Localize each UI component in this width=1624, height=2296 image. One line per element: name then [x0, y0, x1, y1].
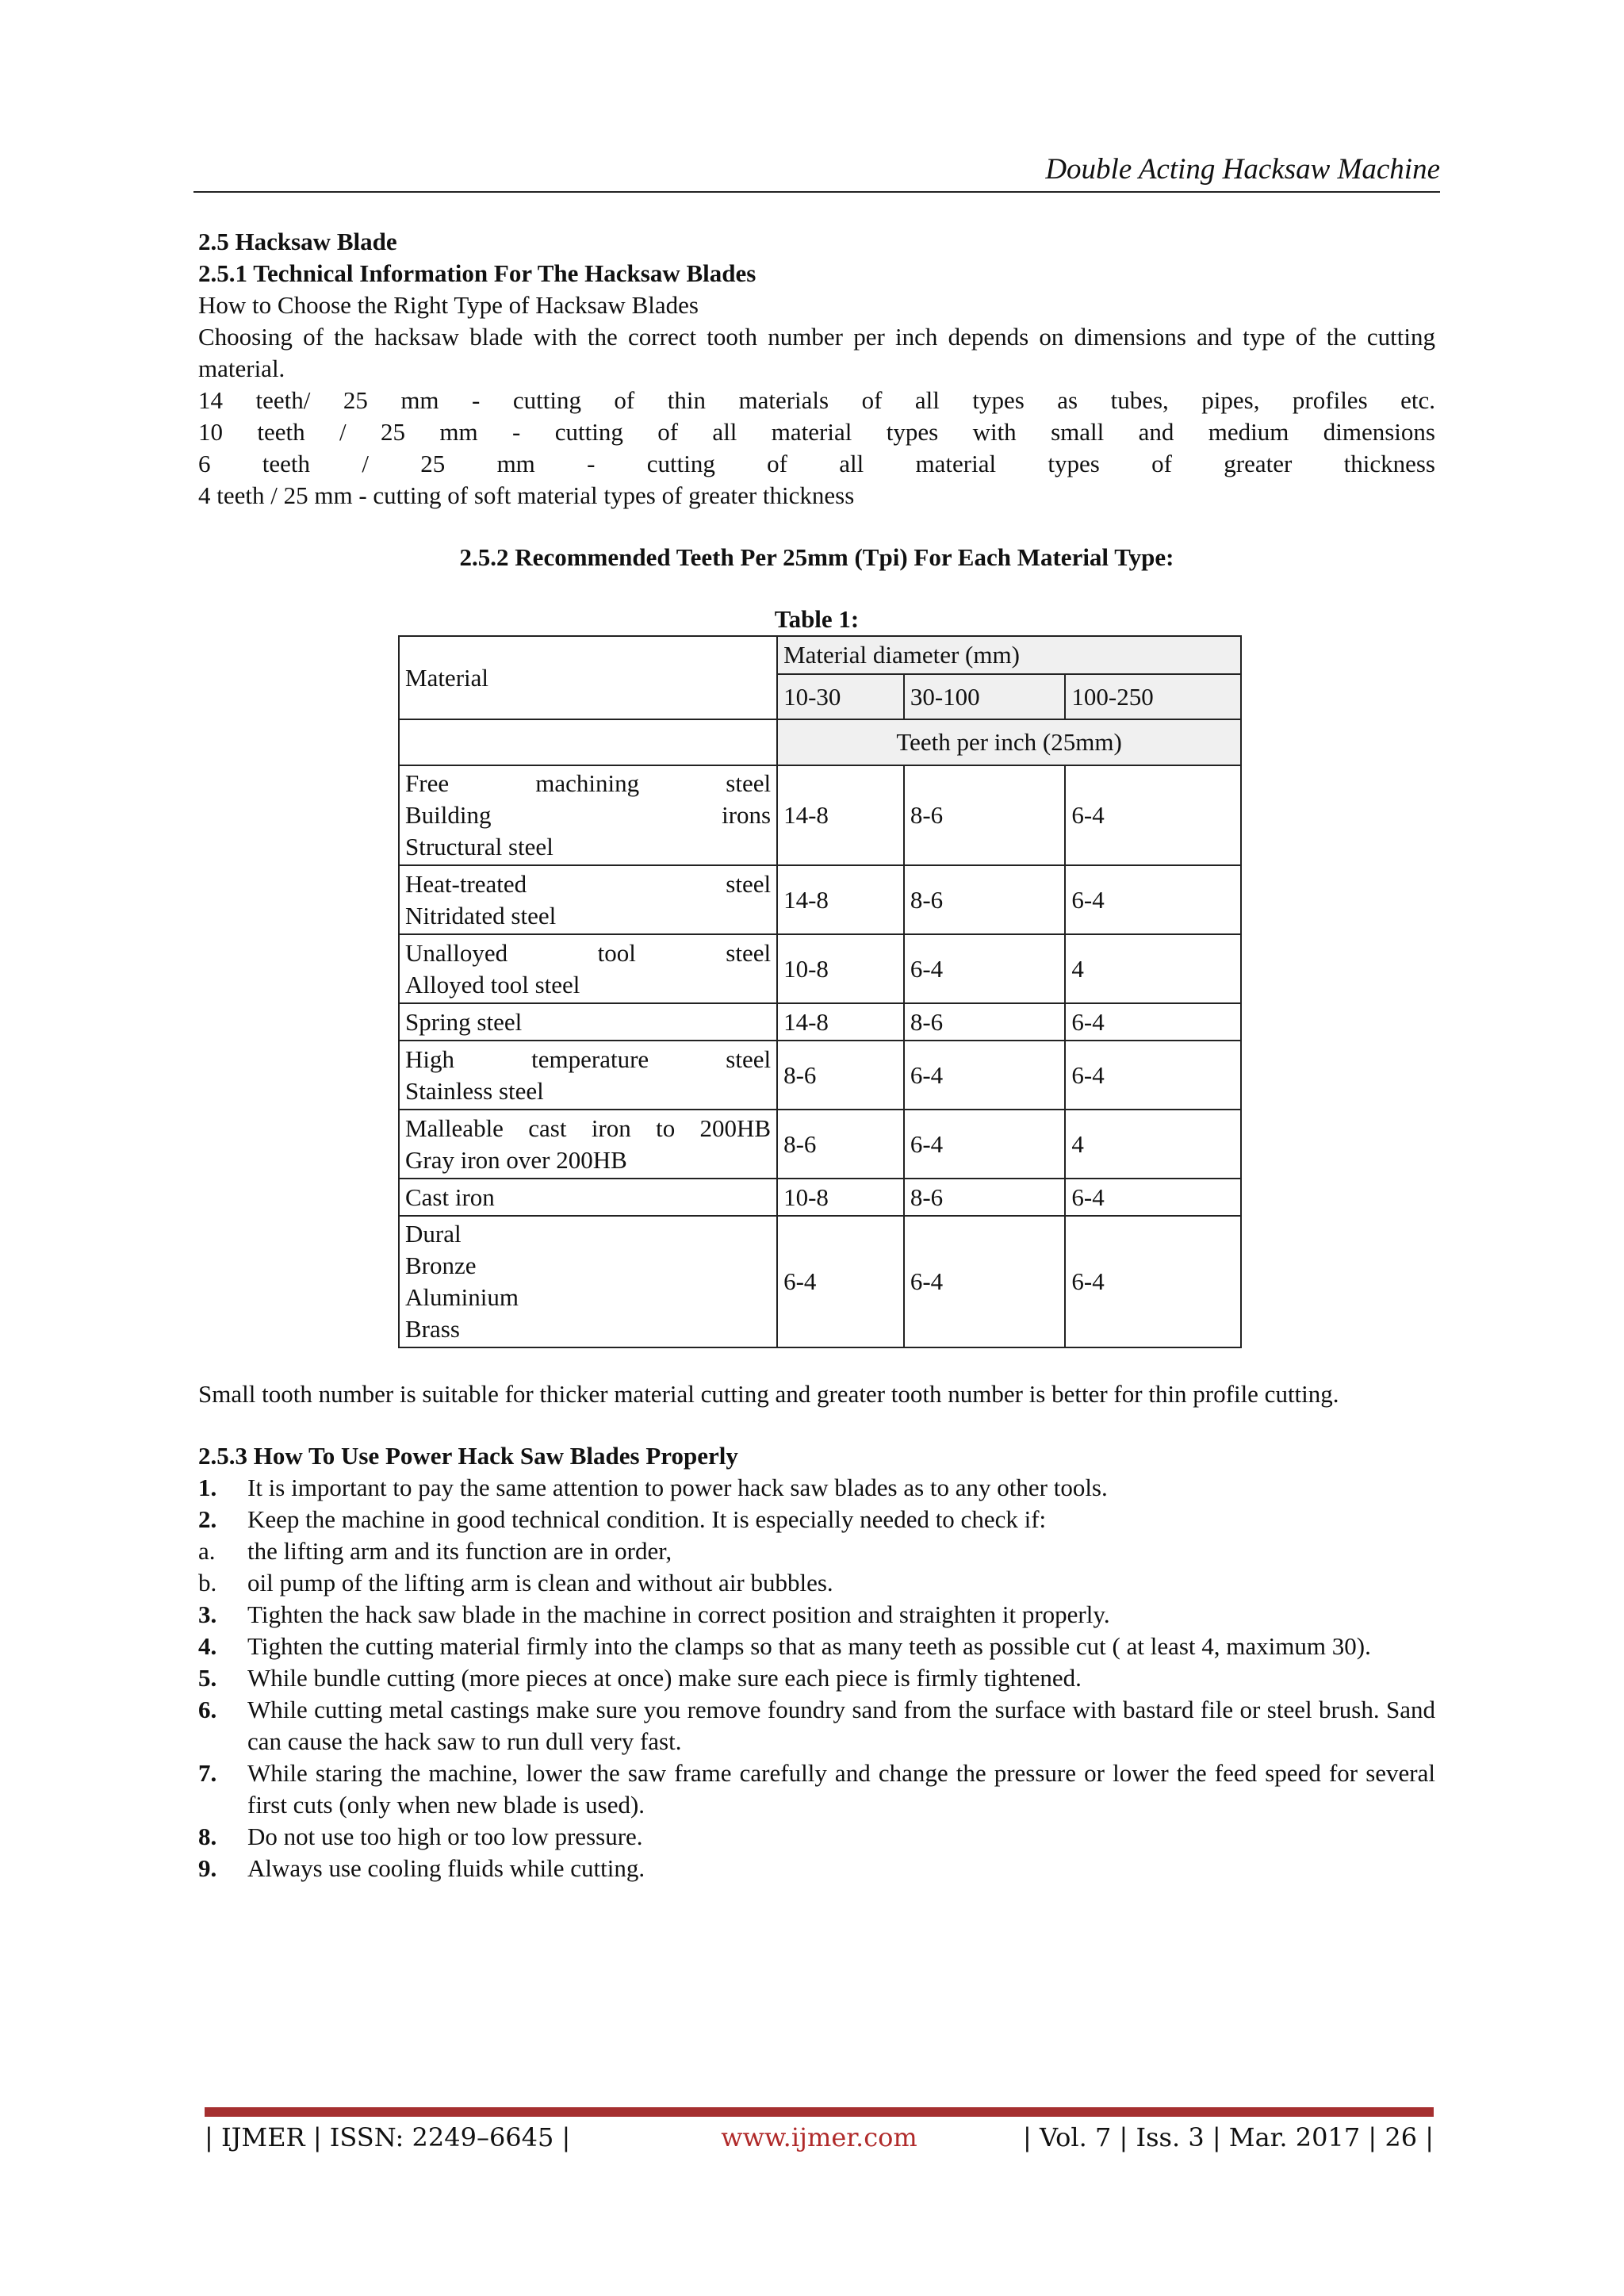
tpi-cell: 10-8 [777, 934, 904, 1003]
running-title: Double Acting Hacksaw Machine [1045, 153, 1440, 186]
list-item [198, 1757, 1435, 1821]
material-name: Gray iron over 200HB [405, 1145, 627, 1174]
table-row [399, 765, 1241, 865]
material-name: Stainless steel [405, 1076, 544, 1105]
subsection-heading-3: 2.5.3 How To Use Power Hack Saw Blades Properly [198, 1442, 738, 1470]
material-name: Alloyed tool steel [405, 970, 580, 999]
tpi-cell: 4 [1065, 1110, 1241, 1179]
tpi-cell: 8-6 [904, 1003, 1066, 1041]
page-footer [205, 2122, 1434, 2157]
list-item [198, 1599, 1435, 1631]
list-item [198, 1853, 1435, 1884]
tpi-cell: 6-4 [1065, 1003, 1241, 1041]
list-text: the lifting arm and its function are in order, [247, 1537, 672, 1565]
list-text: oil pump of the lifting arm is clean and without air bubbles. [247, 1569, 833, 1596]
tooth-line-4: 4 teeth / 25 mm - cutting of soft material types of greater thickness [198, 481, 855, 509]
subsection-paragraph: Choosing of the hacksaw blade with the correct tooth number per inch depends on dimensions and type of the cutting material. [198, 323, 1435, 382]
list-number: b. [198, 1569, 217, 1596]
material-name: Structural steel [405, 833, 553, 861]
list-number: 9. [198, 1854, 217, 1882]
list-number: 3. [198, 1600, 217, 1628]
tpi-cell: 6-4 [1065, 765, 1241, 865]
material-header: Material [399, 636, 777, 719]
material-cell [399, 1041, 777, 1110]
tpi-cell: 8-6 [777, 1041, 904, 1110]
list-item [198, 1662, 1435, 1694]
list-text: While cutting metal castings make sure you remove foundry sand from the surface with bastard file or steel brush. Sand can cause the hack saw to run dull very fast. [247, 1696, 1435, 1755]
footer-bar [205, 2107, 1434, 2117]
material-name: Dural [405, 1220, 462, 1248]
tpi-cell: 14-8 [777, 765, 904, 865]
list-text: It is important to pay the same attention to power hack saw blades as to any other tools. [247, 1474, 1108, 1501]
table-caption: Table 1: [774, 605, 860, 633]
material-cell [399, 1003, 777, 1041]
list-item [198, 1567, 1435, 1599]
footer-website-link[interactable]: www.ijmer.com [721, 2122, 917, 2152]
col-header-30-100: 30-100 [904, 674, 1066, 719]
list-number: 5. [198, 1664, 217, 1692]
list-number: 1. [198, 1474, 217, 1501]
section-heading: 2.5 Hacksaw Blade [198, 228, 397, 255]
tpi-cell: 6-4 [1065, 1179, 1241, 1216]
material-name: Heat-treated steel [405, 869, 772, 898]
footer-journal: | IJMER | ISSN: 2249–6645 | [205, 2122, 571, 2152]
material-name: Building irons [405, 801, 772, 829]
material-name: Aluminium [405, 1283, 519, 1311]
tpi-header: Teeth per inch (25mm) [777, 719, 1241, 765]
material-name: High temperature steel [405, 1045, 772, 1073]
material-name: Brass [405, 1315, 460, 1343]
table-row [399, 934, 1241, 1003]
material-name: Free machining steel [405, 769, 772, 797]
teeth-per-inch-table [398, 635, 1242, 1348]
table-row [399, 865, 1241, 934]
col-header-10-30: 10-30 [777, 674, 904, 719]
table-row [399, 1110, 1241, 1179]
list-number: 2. [198, 1505, 217, 1533]
table-row [399, 1003, 1241, 1041]
tooth-line-14: 14 teeth/ 25 mm - cutting of thin materials of all types as tubes, pipes, profiles etc. [198, 386, 1435, 414]
material-cell [399, 865, 777, 934]
footer-issue-page: | Vol. 7 | Iss. 3 | Mar. 2017 | 26 | [1023, 2122, 1434, 2152]
list-number: a. [198, 1537, 216, 1565]
material-cell [399, 1179, 777, 1216]
diameter-header: Material diameter (mm) [777, 636, 1241, 674]
list-text: While staring the machine, lower the saw frame carefully and change the pressure or lower the feed speed for several first cuts (only when new blade is used). [247, 1759, 1435, 1819]
tpi-cell: 6-4 [777, 1216, 904, 1347]
usage-list [198, 1472, 1435, 1884]
list-text: While bundle cutting (more pieces at once) make sure each piece is firmly tightened. [247, 1664, 1082, 1692]
subsection-intro: How to Choose the Right Type of Hacksaw Blades [198, 291, 699, 319]
material-name: Unalloyed tool steel [405, 938, 772, 967]
table-row [399, 1041, 1241, 1110]
tpi-cell: 6-4 [904, 1216, 1066, 1347]
material-cell [399, 1216, 777, 1347]
page-body [198, 226, 1435, 1884]
material-name: Nitridated steel [405, 901, 557, 930]
tpi-cell: 14-8 [777, 865, 904, 934]
list-number: 8. [198, 1823, 217, 1850]
list-text: Always use cooling fluids while cutting. [247, 1854, 645, 1882]
material-cell [399, 1110, 777, 1179]
tpi-cell: 8-6 [777, 1110, 904, 1179]
tpi-cell: 8-6 [904, 865, 1066, 934]
list-item [198, 1631, 1435, 1662]
header-rule [193, 191, 1440, 193]
subsection-heading-2: 2.5.2 Recommended Teeth Per 25mm (Tpi) For Each Material Type: [459, 543, 1174, 571]
list-item [198, 1535, 1435, 1567]
material-name: Bronze [405, 1251, 477, 1279]
list-item [198, 1472, 1435, 1504]
tpi-cell: 6-4 [904, 1110, 1066, 1179]
col-header-100-250: 100-250 [1065, 674, 1241, 719]
tpi-cell: 6-4 [904, 1041, 1066, 1110]
tpi-cell: 6-4 [1065, 1216, 1241, 1347]
list-text: Keep the machine in good technical condition. It is especially needed to check if: [247, 1505, 1047, 1533]
material-cell [399, 934, 777, 1003]
list-item [198, 1694, 1435, 1757]
tpi-cell: 6-4 [1065, 865, 1241, 934]
list-number: 4. [198, 1632, 217, 1660]
material-name: Spring steel [405, 1007, 523, 1036]
tpi-cell: 6-4 [1065, 1041, 1241, 1110]
tpi-cell: 8-6 [904, 1179, 1066, 1216]
tpi-cell: 14-8 [777, 1003, 904, 1041]
tpi-cell: 4 [1065, 934, 1241, 1003]
tpi-cell: 10-8 [777, 1179, 904, 1216]
tooth-line-10: 10 teeth / 25 mm - cutting of all material types with small and medium dimensions [198, 418, 1435, 446]
list-number: 6. [198, 1696, 217, 1723]
material-name: Malleable cast iron to 200HB [405, 1114, 772, 1142]
material-name: Cast iron [405, 1182, 495, 1211]
table-row [399, 1216, 1241, 1347]
list-text: Tighten the hack saw blade in the machine in correct position and straighten it properly. [247, 1600, 1110, 1628]
tpi-cell: 8-6 [904, 765, 1066, 865]
subsection-heading-1: 2.5.1 Technical Information For The Hacksaw Blades [198, 259, 756, 287]
list-item [198, 1821, 1435, 1853]
list-text: Tighten the cutting material firmly into the clamps so that as many teeth as possible cut ( at least 4, maximum 30). [247, 1632, 1371, 1660]
list-item [198, 1504, 1435, 1535]
blank-header-cell [399, 719, 777, 765]
tooth-line-6: 6 teeth / 25 mm - cutting of all material types of greater thickness [198, 450, 1435, 477]
tpi-cell: 6-4 [904, 934, 1066, 1003]
table-row [399, 1179, 1241, 1216]
list-number: 7. [198, 1759, 217, 1787]
material-cell [399, 765, 777, 865]
table-note: Small tooth number is suitable for thicker material cutting and greater tooth number is better for thin profile cutting. [198, 1380, 1339, 1408]
list-text: Do not use too high or too low pressure. [247, 1823, 643, 1850]
